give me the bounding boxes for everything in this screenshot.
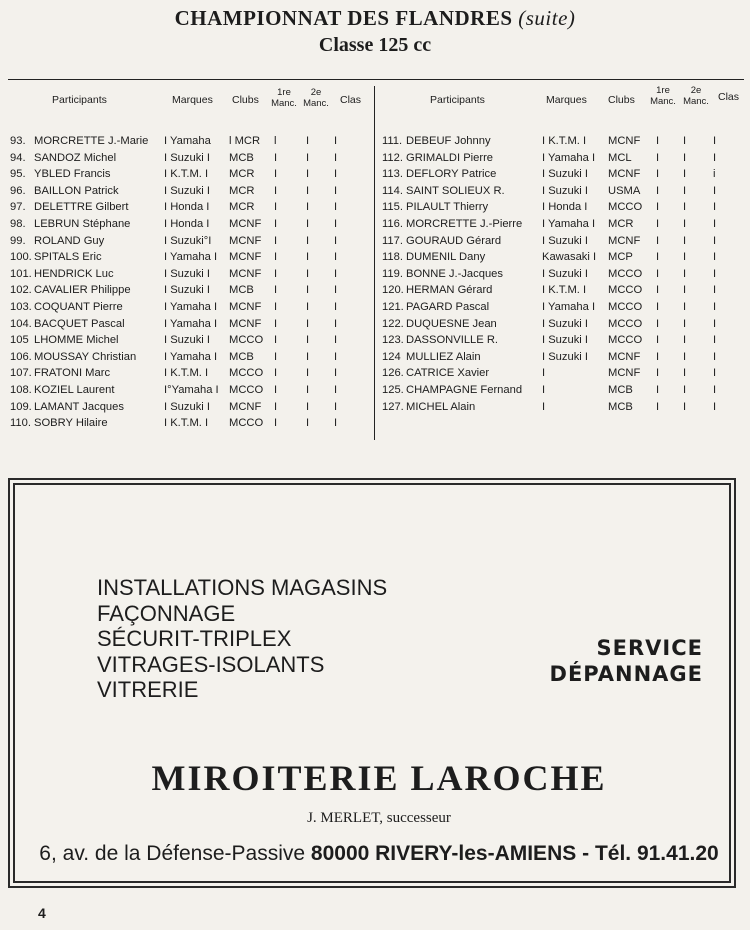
manche-2-result: I <box>306 135 310 147</box>
manche-1-result: I <box>274 300 278 313</box>
classement: I <box>713 184 717 197</box>
classement: I <box>713 217 717 230</box>
rank-number: 112. <box>382 151 403 164</box>
club: MCNF <box>229 400 262 413</box>
participant-name: PAGARD Pascal <box>406 300 490 313</box>
manche-1-result: I <box>656 267 660 280</box>
club: MCB <box>229 350 254 363</box>
club: MCR <box>608 217 634 230</box>
classement: I <box>713 251 717 264</box>
header-manche-2 <box>680 85 712 107</box>
classement: I <box>334 135 338 147</box>
address-city: 80000 RIVERY-les-AMIENS <box>310 842 577 865</box>
header-manche-2-num: 2e <box>690 85 702 96</box>
manche-1-result: I <box>274 267 278 280</box>
manche-1-result: I <box>656 334 660 347</box>
participant-name: HENDRICK Luc <box>34 267 114 280</box>
participant-name: SAINT SOLIEUX R. <box>406 184 505 197</box>
manche-1-result: I <box>274 217 278 230</box>
club: MCNF <box>608 234 641 247</box>
club: MCNF <box>229 267 262 280</box>
classement: I <box>713 151 717 164</box>
manche-1-result: I <box>656 217 660 230</box>
ad-service-item: FAÇONNAGE <box>97 600 236 626</box>
header-clubs: Clubs <box>232 94 259 106</box>
left-results-table <box>10 79 372 439</box>
manche-2-result: I <box>306 151 310 164</box>
service-depannage <box>515 635 703 687</box>
header-manche-2-num: 2e <box>310 87 322 98</box>
rank-number: 110. <box>10 417 31 430</box>
participant-name: SPITALS Eric <box>34 251 102 264</box>
marque: I Yamaha <box>164 135 211 147</box>
classement: I <box>334 383 338 396</box>
club: MCCO <box>608 317 643 330</box>
manche-1-result: I <box>274 367 278 380</box>
participant-name: HERMAN Gérard <box>406 284 493 297</box>
manche-1-result: l <box>274 135 277 147</box>
classement: I <box>334 284 338 297</box>
header-manche-1-label: Manc. <box>650 96 676 107</box>
manche-1-result: I <box>656 135 660 147</box>
club: MCL <box>608 151 632 164</box>
club: MCB <box>608 400 633 413</box>
classement: I <box>713 400 717 413</box>
address-phone: Tél. 91.41.20 <box>594 842 719 865</box>
manche-2-result: I <box>683 168 687 181</box>
ad-services-list <box>97 575 387 703</box>
rank-number: 126. <box>382 367 404 380</box>
rank-number: 100. <box>10 251 32 264</box>
classement: I <box>334 267 338 280</box>
classement: i <box>713 168 716 181</box>
classement: I <box>713 367 717 380</box>
manche-1-result: I <box>274 350 278 363</box>
rank-number: 98. <box>10 217 26 230</box>
manche-1-result: I <box>274 168 278 181</box>
page-title <box>0 6 750 31</box>
page-title-main: CHAMPIONNAT DES FLANDRES <box>174 6 513 30</box>
club: l MCR <box>229 135 261 147</box>
rank-number: 125. <box>382 383 404 396</box>
marque: I Yamaha I <box>164 350 218 363</box>
club: USMA <box>608 184 641 197</box>
service-label: SERVICE <box>596 636 703 660</box>
manche-2-result: I <box>306 284 310 297</box>
ad-service-item: VITRAGES-ISOLANTS <box>97 651 325 677</box>
marque: I Suzuki I <box>164 400 211 413</box>
classement: I <box>713 234 717 247</box>
participant-name: MICHEL Alain <box>406 400 476 413</box>
classement: I <box>334 168 338 181</box>
rank-number: 121. <box>382 300 404 313</box>
rank-number: 115. <box>382 201 403 214</box>
club: MCB <box>229 284 254 297</box>
classement: I <box>334 400 338 413</box>
manche-2-result: I <box>683 400 687 413</box>
club: MCNF <box>608 168 641 181</box>
manche-1-result: I <box>656 201 660 214</box>
manche-2-result: I <box>306 168 310 181</box>
rank-number: 113. <box>382 168 403 181</box>
marque: I K.T.M. I <box>164 168 209 181</box>
manche-2-result: I <box>306 267 310 280</box>
ad-service-item: INSTALLATIONS MAGASINS <box>97 575 388 600</box>
manche-2-result: I <box>306 317 310 330</box>
participant-name: GOURAUD Gérard <box>406 234 502 247</box>
header-manche-1-num: 1re <box>277 87 291 98</box>
advertisement-box <box>8 478 736 888</box>
manche-1-result: I <box>656 151 660 164</box>
participant-name: CHAMPAGNE Fernand <box>406 383 523 396</box>
classement: I <box>334 334 338 347</box>
participant-name: MULLIEZ Alain <box>406 350 481 363</box>
club: MCCO <box>229 417 264 430</box>
manche-2-result: I <box>683 284 687 297</box>
header-clas: Clas <box>340 94 362 106</box>
manche-2-result: I <box>683 251 687 264</box>
header-manche-1 <box>268 87 300 109</box>
marque: I Suzuki I <box>542 184 589 197</box>
participant-name: LEBRUN Stéphane <box>34 217 131 230</box>
club: MCCO <box>608 334 643 347</box>
rank-number: 118. <box>382 251 403 264</box>
manche-2-result: I <box>306 201 310 214</box>
club: MCCO <box>608 300 643 313</box>
right-results-table <box>380 79 744 439</box>
rank-number: 106. <box>10 350 32 363</box>
club: MCR <box>229 184 255 197</box>
rank-number: 96. <box>10 184 26 197</box>
participant-name: KOZIEL Laurent <box>34 383 115 396</box>
marque: Kawasaki I <box>542 251 597 264</box>
manche-1-result: I <box>656 350 660 363</box>
classement: I <box>713 300 717 313</box>
rank-number: 109. <box>10 400 32 413</box>
manche-2-result: I <box>306 350 310 363</box>
header-manche-2 <box>300 87 332 109</box>
manche-2-result: I <box>683 151 687 164</box>
manche-2-result: I <box>306 334 310 347</box>
participant-name: PILAULT Thierry <box>406 201 489 214</box>
header-clas: Clas <box>718 91 740 103</box>
marque: I K.T.M. I <box>164 417 209 430</box>
marque: I Suzuki I <box>542 334 589 347</box>
rank-number: 93. <box>10 135 26 147</box>
participant-name: SOBRY Hilaire <box>34 417 108 430</box>
rank-number: 114. <box>382 184 403 197</box>
header-manche-1-label: Manc. <box>271 98 297 109</box>
header-marques: Marques <box>546 94 587 106</box>
club: MCNF <box>608 367 641 380</box>
manche-2-result: I <box>306 251 310 264</box>
marque: I Suzuki I <box>164 267 211 280</box>
participant-name: MORCRETTE J.-Marie <box>34 135 149 147</box>
manche-1-result: I <box>274 400 278 413</box>
participant-name: MOUSSAY Christian <box>34 350 137 363</box>
address-line <box>15 842 743 866</box>
participant-name: YBLED Francis <box>34 168 111 181</box>
participant-name: FRATONI Marc <box>34 367 111 380</box>
manche-1-result: I <box>656 383 660 396</box>
rank-number: 120. <box>382 284 404 297</box>
club: MCR <box>229 201 255 214</box>
manche-1-result: I <box>274 417 278 430</box>
header-manche-1-num: 1re <box>656 85 670 96</box>
participant-name: LHOMME Michel <box>34 334 119 347</box>
header-clubs: Clubs <box>608 94 635 106</box>
club: MCCO <box>229 367 264 380</box>
manche-1-result: I <box>656 284 660 297</box>
marque: I Yamaha I <box>542 217 596 230</box>
marque: I Yamaha I <box>164 251 218 264</box>
classement: I <box>713 267 717 280</box>
rank-number: 104. <box>10 317 32 330</box>
marque: I Suzuki I <box>164 284 211 297</box>
club: MCNF <box>229 217 262 230</box>
classement: I <box>334 251 338 264</box>
rank-number: 108. <box>10 383 32 396</box>
participant-name: DUQUESNE Jean <box>406 317 497 330</box>
classement: I <box>334 417 338 430</box>
rank-number: 122. <box>382 317 404 330</box>
manche-1-result: I <box>274 201 278 214</box>
ad-service-item: SÉCURIT-TRIPLEX <box>97 626 292 651</box>
classement: I <box>334 151 338 164</box>
depannage-label: DÉPANNAGE <box>549 662 703 686</box>
classement: I <box>713 383 717 396</box>
rank-number: 124 <box>382 350 401 363</box>
manche-1-result: I <box>656 251 660 264</box>
rank-number: 119. <box>382 267 403 280</box>
rank-number: 94. <box>10 151 26 164</box>
rank-number: 95. <box>10 168 26 181</box>
marque: I Suzuki I <box>164 334 211 347</box>
marque: I <box>542 383 546 396</box>
marque: I Honda I <box>164 201 210 214</box>
header-participants: Participants <box>430 94 485 106</box>
page-number: 4 <box>38 905 46 921</box>
manche-2-result: I <box>306 400 310 413</box>
club: MCNF <box>608 135 641 147</box>
club: MCR <box>229 168 255 181</box>
manche-2-result: I <box>683 367 687 380</box>
manche-2-result: I <box>306 383 310 396</box>
club: MCCO <box>608 201 643 214</box>
classement: I <box>334 367 338 380</box>
participant-name: GRIMALDI Pierre <box>406 151 494 164</box>
classement: I <box>334 350 338 363</box>
manche-1-result: I <box>656 184 660 197</box>
manche-1-result: I <box>274 284 278 297</box>
classement: I <box>334 201 338 214</box>
rank-number: 103. <box>10 300 32 313</box>
marque: I Honda I <box>542 201 588 214</box>
manche-2-result: I <box>306 367 310 380</box>
manche-1-result: I <box>656 317 660 330</box>
marque: I Suzuki I <box>542 350 589 363</box>
rank-number: 99. <box>10 234 26 247</box>
club: MCCO <box>229 334 264 347</box>
manche-2-result: I <box>683 201 687 214</box>
rank-number: 127. <box>382 400 404 413</box>
manche-1-result: I <box>656 168 660 181</box>
marque: I Suzuki I <box>542 267 589 280</box>
manche-1-result: I <box>274 151 278 164</box>
manche-1-result: I <box>274 317 278 330</box>
column-separator <box>374 86 375 440</box>
classement: I <box>334 317 338 330</box>
rank-number: 97. <box>10 201 26 214</box>
participant-name: DASSONVILLE R. <box>406 334 499 347</box>
manche-2-result: I <box>683 184 687 197</box>
participant-name: ROLAND Guy <box>34 234 105 247</box>
marque: I <box>542 400 546 413</box>
rank-number: 102. <box>10 284 32 297</box>
classement: I <box>334 184 338 197</box>
participant-name: MORCRETTE J.-Pierre <box>406 217 523 230</box>
participant-name: CAVALIER Philippe <box>34 284 131 297</box>
header-manche-2-label: Manc. <box>683 96 709 107</box>
marque: I Yamaha I <box>542 151 596 164</box>
marque: I <box>542 367 546 380</box>
marque: I Honda I <box>164 217 210 230</box>
manche-1-result: I <box>274 383 278 396</box>
rank-number: 116. <box>382 217 403 230</box>
club: MCCO <box>229 383 264 396</box>
successor-line: J. MERLET, successeur <box>307 810 451 826</box>
manche-2-result: I <box>683 234 687 247</box>
club: MCCO <box>608 267 643 280</box>
marque: I Suzuki°I <box>164 234 212 247</box>
rank-number: 123. <box>382 334 404 347</box>
manche-1-result: I <box>274 334 278 347</box>
rank-number: 107. <box>10 367 32 380</box>
marque: I Yamaha I <box>542 300 596 313</box>
marque: I K.T.M. I <box>164 367 209 380</box>
manche-2-result: I <box>683 300 687 313</box>
ad-service-item: VITRERIE <box>97 677 199 702</box>
classement: I <box>334 300 338 313</box>
marque: I Yamaha I <box>164 317 218 330</box>
header-marques: Marques <box>172 94 213 106</box>
manche-1-result: I <box>274 234 278 247</box>
club: MCNF <box>229 317 262 330</box>
classement: I <box>713 201 717 214</box>
participant-name: DELETTRE Gilbert <box>34 201 129 214</box>
brand-name: MIROITERIE LAROCHE <box>151 758 607 798</box>
club: MCB <box>229 151 254 164</box>
classement: I <box>713 284 717 297</box>
participant-name: BACQUET Pascal <box>34 317 125 330</box>
club: MCB <box>608 383 633 396</box>
manche-1-result: I <box>656 234 660 247</box>
classement: I <box>713 334 717 347</box>
participant-name: BAILLON Patrick <box>34 184 119 197</box>
manche-2-result: I <box>683 267 687 280</box>
participant-name: DEFLORY Patrice <box>406 168 497 181</box>
marque: I Suzuki I <box>542 234 589 247</box>
manche-1-result: I <box>656 300 660 313</box>
manche-2-result: I <box>306 234 310 247</box>
classement: I <box>713 317 717 330</box>
manche-1-result: I <box>274 184 278 197</box>
header-manche-2-label: Manc. <box>303 98 329 109</box>
participant-name: SANDOZ Michel <box>34 151 117 164</box>
manche-2-result: I <box>683 334 687 347</box>
marque: I K.T.M. I <box>542 135 587 147</box>
manche-2-result: I <box>683 217 687 230</box>
club: MCNF <box>608 350 641 363</box>
classement: I <box>334 217 338 230</box>
manche-2-result: I <box>306 300 310 313</box>
participant-name: COQUANT Pierre <box>34 300 123 313</box>
participant-name: BONNE J.-Jacques <box>406 267 503 280</box>
manche-1-result: I <box>656 400 660 413</box>
participant-name: DUMENIL Dany <box>406 251 486 264</box>
manche-1-result: I <box>656 367 660 380</box>
classement: I <box>334 234 338 247</box>
participant-name: LAMANT Jacques <box>34 400 124 413</box>
classement: I <box>713 350 717 363</box>
classement: I <box>713 135 717 147</box>
rank-number: 101. <box>10 267 32 280</box>
address-street: 6, av. de la Défense-Passive <box>39 842 306 865</box>
club: MCNF <box>229 251 262 264</box>
rank-number: 111. <box>382 135 403 147</box>
manche-2-result: I <box>683 317 687 330</box>
marque: I K.T.M. I <box>542 284 587 297</box>
rank-number: 117. <box>382 234 403 247</box>
marque: I Suzuki I <box>542 317 589 330</box>
manche-1-result: I <box>274 251 278 264</box>
club: MCCO <box>608 284 643 297</box>
header-participants: Participants <box>52 94 107 106</box>
manche-2-result: I <box>306 417 310 430</box>
manche-2-result: I <box>306 184 310 197</box>
marque: I Suzuki I <box>164 151 211 164</box>
club: MCNF <box>229 300 262 313</box>
address-separator: - <box>582 842 590 865</box>
manche-2-result: I <box>306 217 310 230</box>
manche-2-result: I <box>683 135 687 147</box>
page-title-suite: (suite) <box>518 6 576 30</box>
manche-2-result: I <box>683 350 687 363</box>
marque: I Suzuki I <box>164 184 211 197</box>
manche-2-result: I <box>683 383 687 396</box>
participant-name: DEBEUF Johnny <box>406 135 491 147</box>
club: MCP <box>608 251 633 264</box>
marque: I Yamaha I <box>164 300 218 313</box>
class-subtitle: Classe 125 cc <box>318 34 432 56</box>
rank-number: 105 <box>10 334 29 347</box>
participant-name: CATRICE Xavier <box>406 367 490 380</box>
marque: I°Yamaha I <box>164 383 219 396</box>
club: MCNF <box>229 234 262 247</box>
header-manche-1 <box>646 85 680 107</box>
marque: I Suzuki I <box>542 168 589 181</box>
